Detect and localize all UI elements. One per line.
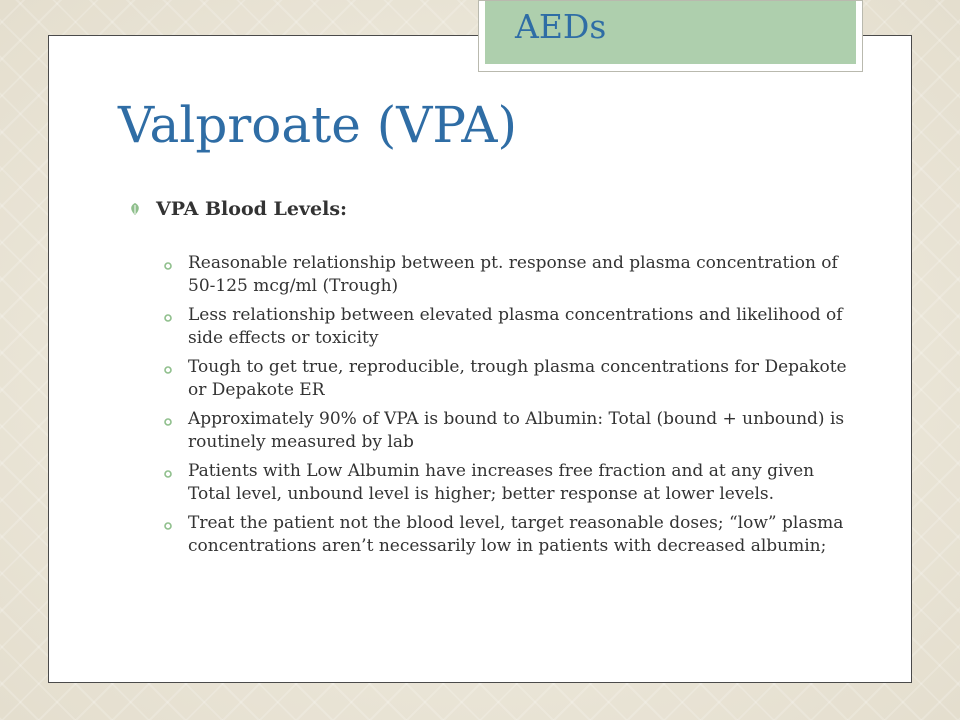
section-heading (128, 196, 888, 222)
section-tag-fill (485, 1, 856, 64)
list-item (188, 304, 848, 350)
list-item-text: Less relationship between elevated plasma concentrations and likelihood of side effects or toxicity (188, 305, 843, 348)
leaf-bullet-icon (128, 202, 142, 216)
list-item-text: Treat the patient not the blood level, target reasonable doses; “low” plasma concentrations aren’t necessarily low in patients with decreased albumin; (188, 513, 844, 556)
section-heading-text: VPA Blood Levels: (156, 198, 348, 220)
ring-bullet-icon (164, 418, 172, 426)
list-item (188, 408, 848, 454)
section-tag-label: AEDs (515, 7, 607, 46)
list-item-text: Patients with Low Albumin have increases free fraction and at any given Total level, unbound level is higher; better response at lower levels. (188, 461, 815, 504)
ring-bullet-icon (164, 314, 172, 322)
list-item-text: Reasonable relationship between pt. response and plasma concentration of 50-125 mcg/ml (Trough) (188, 253, 838, 296)
ring-bullet-icon (164, 522, 172, 530)
list-item-text: Tough to get true, reproducible, trough plasma concentrations for Depakote or Depakote ER (188, 357, 847, 400)
ring-bullet-icon (164, 366, 172, 374)
ring-bullet-icon (164, 470, 172, 478)
list-item (188, 356, 848, 402)
content-section (128, 196, 888, 222)
section-tag (478, 0, 863, 72)
list-item (188, 460, 848, 506)
slide-title: Valproate (VPA) (118, 96, 517, 154)
list-item (188, 512, 848, 558)
ring-bullet-icon (164, 262, 172, 270)
bullet-list (58, 252, 847, 564)
list-item-text: Approximately 90% of VPA is bound to Albumin: Total (bound + unbound) is routinely measured by lab (188, 409, 845, 452)
list-item (188, 252, 848, 298)
